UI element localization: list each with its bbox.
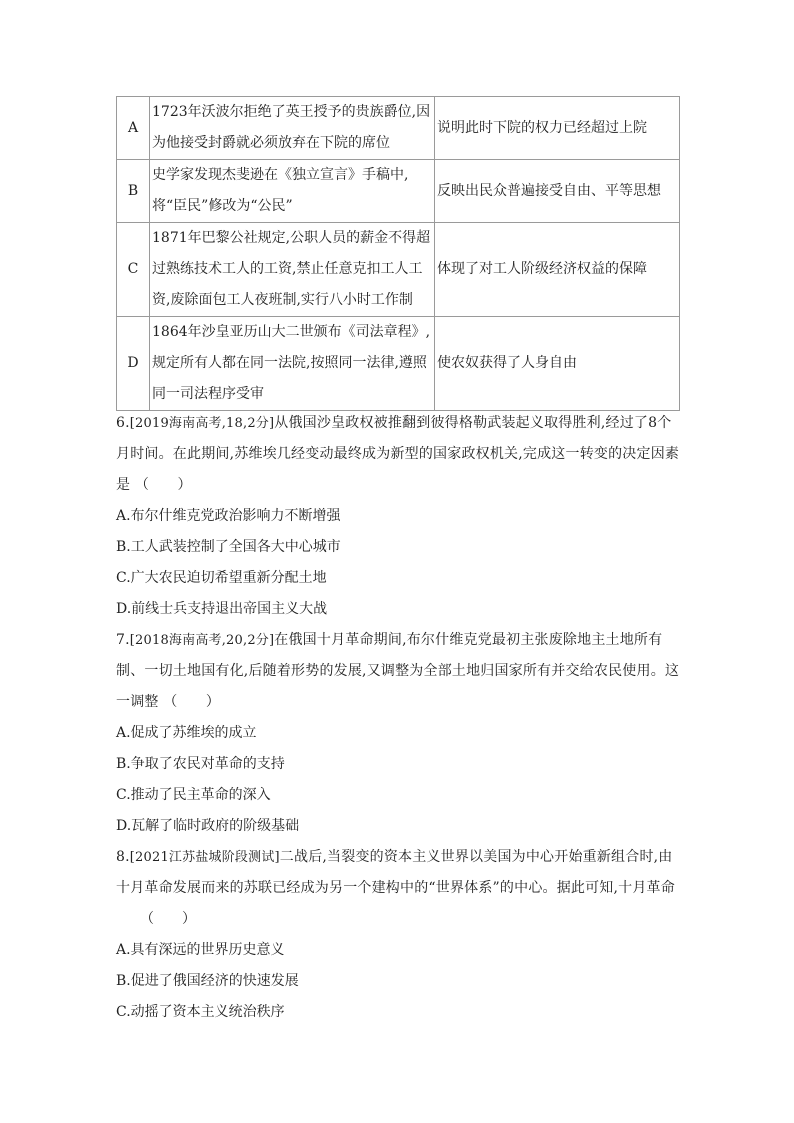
question-8 — [116, 842, 682, 1028]
question-number: 8. — [116, 849, 130, 865]
row-letter: C — [117, 223, 150, 317]
option-c[interactable]: C.动摇了资本主义统治秩序 — [116, 1004, 285, 1020]
question-6 — [116, 408, 682, 625]
question-source: [2018海南高考,20,2分] — [129, 633, 275, 648]
option-a[interactable]: A.具有深远的世界历史意义 — [116, 942, 285, 958]
option-b[interactable]: B.争取了农民对革命的支持 — [116, 756, 285, 772]
row-event: 史学家发现杰斐逊在《独立宣言》手稿中,将“臣民”修改为“公民” — [150, 160, 435, 223]
question-stem — [116, 408, 682, 501]
table-row — [117, 317, 680, 411]
question-stem — [116, 842, 682, 904]
row-conclusion: 体现了对工人阶级经济权益的保障 — [435, 223, 680, 317]
question-number: 7. — [116, 632, 130, 648]
option-a[interactable]: A.布尔什维克党政治影响力不断增强 — [116, 508, 341, 524]
question-7 — [116, 625, 682, 842]
row-event: 1871年巴黎公社规定,公职人员的薪金不得超过熟练技术工人的工资,禁止任意克扣工人工资,废除面包工人夜班制,实行八小时工作制 — [150, 223, 435, 317]
question-text: 从俄国沙皇政权被推翻到彼得格勒武装起义取得胜利,经过了8个月时间。在此期间,苏维埃几经变动最终成为新型的国家政权机关,完成这一转变的决定因素是 （ ） — [116, 415, 680, 493]
question-list — [116, 408, 682, 1028]
row-conclusion: 反映出民众普遍接受自由、平等思想 — [435, 160, 680, 223]
option-d[interactable]: D.前线士兵支持退出帝国主义大战 — [116, 601, 328, 617]
table-row — [117, 223, 680, 317]
row-event: 1723年沃波尔拒绝了英王授予的贵族爵位,因为他接受封爵就必须放弃在下院的席位 — [150, 97, 435, 160]
option-b[interactable]: B.工人武装控制了全国各大中心城市 — [116, 539, 341, 555]
question-text: 在俄国十月革命期间,布尔什维克党最初主张废除地主土地所有制、一切土地国有化,后随着形势的发展,又调整为全部土地归国家所有并交给农民使用。这一调整 （ ） — [116, 632, 680, 710]
row-letter: D — [117, 317, 150, 411]
option-c[interactable]: C.推动了民主革命的深入 — [116, 787, 271, 803]
row-conclusion: 使农奴获得了人身自由 — [435, 317, 680, 411]
question-stem — [116, 625, 682, 718]
table-row — [117, 97, 680, 160]
option-d[interactable]: D.瓦解了临时政府的阶级基础 — [116, 818, 300, 834]
row-conclusion: 说明此时下院的权力已经超过上院 — [435, 97, 680, 160]
option-b[interactable]: B.促进了俄国经济的快速发展 — [116, 973, 299, 989]
option-c[interactable]: C.广大农民迫切希望重新分配土地 — [116, 570, 327, 586]
answer-paren: （ ） — [140, 911, 196, 927]
options-table — [116, 96, 680, 411]
option-a[interactable]: A.促成了苏维埃的成立 — [116, 725, 257, 741]
row-letter: A — [117, 97, 150, 160]
question-source: [2021江苏盐城阶段测试] — [129, 850, 280, 865]
row-letter: B — [117, 160, 150, 223]
question-number: 6. — [116, 415, 130, 431]
question-source: [2019海南高考,18,2分] — [129, 416, 275, 431]
row-event: 1864年沙皇亚历山大二世颁布《司法章程》,规定所有人都在同一法院,按照同一法律,遵照同一司法程序受审 — [150, 317, 435, 411]
question-text: 二战后,当裂变的资本主义世界以美国为中心开始重新组合时,由十月革命发展而来的苏联已经成为另一个建构中的“世界体系”的中心。据此可知,十月革命 — [116, 849, 675, 896]
table-row — [117, 160, 680, 223]
